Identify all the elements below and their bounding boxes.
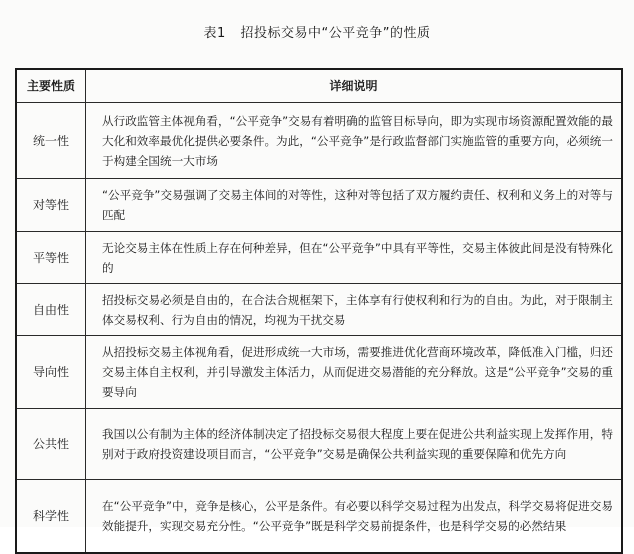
property-cell: 公共性: [16, 409, 86, 480]
table-title: 招投标交易中“公平竞争”的性质: [240, 26, 431, 41]
property-cell: 导向性: [16, 336, 86, 409]
detail-cell: “公平竞争”交易强调了交易主体间的对等性，这种对等包括了双方履约责任、权利和义务上的对等与匹配: [86, 179, 623, 232]
table-row: [16, 336, 622, 409]
table-row: [16, 480, 622, 553]
table-number: 表1: [203, 26, 226, 41]
detail-cell: 无论交易主体在性质上存在何种差异，但在“公平竞争”中具有平等性，交易主体彼此间是没有特殊化的: [86, 232, 623, 284]
table-header-row: [16, 69, 622, 103]
properties-table: [15, 68, 623, 554]
detail-cell: 在“公平竞争”中，竞争是核心，公平是条件。有必要以科学交易过程为出发点，科学交易将促进交易效能提升，实现交易充分性。“公平竞争”既是科学交易前提条件，也是科学交易的必然结果: [86, 480, 623, 553]
property-cell: 统一性: [16, 103, 86, 179]
table-row: [16, 232, 622, 284]
table-row: [16, 284, 622, 336]
property-cell: 对等性: [16, 179, 86, 232]
table-row: [16, 409, 622, 480]
property-cell: 科学性: [16, 480, 86, 553]
detail-cell: 招投标交易必须是自由的，在合法合规框架下，主体享有行使权利和行为的自由。为此，对于限制主体交易权利、行为自由的情况，均视为干扰交易: [86, 284, 623, 336]
property-cell: 平等性: [16, 232, 86, 284]
detail-cell: 我国以公有制为主体的经济体制决定了招投标交易很大程度上要在促进公共利益实现上发挥作用，特别对于政府投资建设项目而言，“公平竞争”交易是确保公共利益实现的重要保障和优先方向: [86, 409, 623, 480]
table-row: [16, 103, 622, 179]
table-row: [16, 179, 622, 232]
property-cell: 自由性: [16, 284, 86, 336]
table-caption: [0, 22, 634, 41]
detail-cell: 从行政监管主体视角看，“公平竞争”交易有着明确的监管目标导向，即为实现市场资源配置效能的最大化和效率最优化提供必要条件。为此，“公平竞争”是行政监督部门实施监管的重要方向，必须统一于构建全国统一大市场: [86, 103, 623, 179]
header-property: 主要性质: [16, 69, 86, 103]
header-detail: 详细说明: [86, 69, 623, 103]
detail-cell: 从招投标交易主体视角看，促进形成统一大市场，需要推进优化营商环境改革，降低准入门槛，归还交易主体自主权利，并引导激发主体活力，从而促进交易潜能的充分释放。这是“公平竞争”交易的重要导向: [86, 336, 623, 409]
